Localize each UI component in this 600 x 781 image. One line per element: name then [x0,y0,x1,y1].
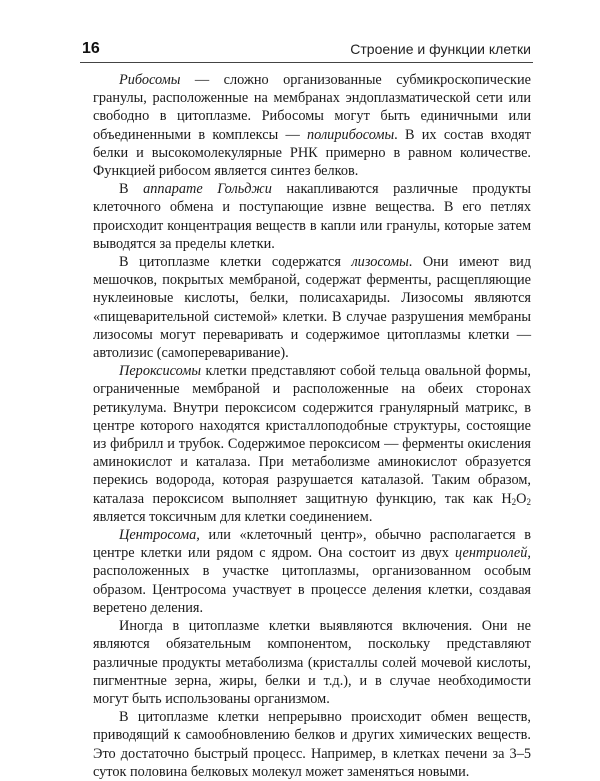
paragraph-text: — сложно организованные субмикроскопические гранулы, расположенные на мембранах эндоплазматической сети или свободно в цитоплазме. Рибосомы могут быть единичными или объединенными в комплексы — [93,72,531,143]
term-polyribosomes: полирибосомы [307,126,395,143]
paragraph-lysosomes [93,253,531,362]
paragraph-centrosome [93,526,531,617]
paragraph-text: . Они имеют вид мешочков, покрытых мембраной, содержат ферменты, расщепляющие нуклеиновые кислоты, белки, полисахариды. Лизосомы являются «пищеварительной системой» клетки. В случае разрушения мембраны лизосомы могут переваривать и содержимое цитоплазмы клетки — автолизис (самопереваривание). [93,254,531,362]
page-header [80,38,533,63]
paragraph-text: В цитоплазме клетки непрерывно происходит обмен веществ, приводящий к самообновлению белков и других химических веществ. Это достаточно быстрый процесс. Например, в клетках печени за 3–5 суток половина белковых молекул может заменяться новыми. [93,709,531,780]
paragraph-text: или «клеточный центр», обычно располагается в центре клетки или рядом с ядром. Она состоит из двух [93,527,531,562]
paragraph-golgi [93,180,531,253]
subscript: 2 [526,496,531,507]
paragraph-text: Иногда в цитоплазме клетки выявляются включения. Они не являются обязательным компонентом, поскольку представляют различные продукты метаболизма (кристаллы солей мочевой кислоты, пигментные зерна, жиры, белки и т.д.), и в случае необходимости могут быть использованы организмом. [93,618,531,707]
paragraph-text: В [119,181,144,198]
term-ribosomes: Рибосомы [119,72,181,88]
paragraph-text: О [516,490,527,507]
term-lysosomes: лизосомы [351,254,409,271]
paragraph-metabolism [93,708,531,781]
term-peroxisomes: Пероксисомы [119,363,202,380]
paragraph-text: накапливаются различные продукты клеточного обмена и поступающие извне вещества. В его петлях происходит концентрация веществ в капли или гранулы, которые затем выводятся за пределы клетки. [93,181,531,252]
paragraph-peroxisomes [93,362,531,526]
running-title: Строение и функции клетки [350,41,531,57]
page-number: 16 [82,40,100,57]
term-centrioles: центриолей [454,545,528,562]
paragraph-text: является токсичным для клетки соединением. [93,508,373,525]
term-golgi: аппарате Гольджи [143,181,272,198]
paragraph-text: . В их состав входят белки и высокомолекулярные РНК примерно в равном количестве. Функцией рибосом является синтез белков. [93,126,531,180]
paragraph-text: В цитоплазме клетки содержатся [119,254,352,271]
body-text [93,71,531,781]
paragraph-inclusions [93,617,531,708]
paragraph-text: , расположенных в участке цитоплазмы, организованном особым образом. Центросома участвует в процессе деления клетки, создавая веретено деления. [93,545,531,616]
subscript: 2 [511,496,517,507]
term-centrosome: Центросома, [119,527,200,544]
paragraph-ribosomes [93,71,531,180]
paragraph-text: клетки представляют собой тельца овальной формы, ограниченные мембраной и расположенные на обеих сторонах ретикулума. Внутри пероксисом содержится гранулярный матрикс, в центре которого находятся кристаллоподобные структуры, состоящие из фибрилл и трубок. Содержимое пероксисом — ферменты окисления аминокислот и каталаза. При метаболизме аминокислот образуется перекись водорода, которая разрушается каталазой. Таким образом, каталаза пероксисом выполняет защитную функцию, так как Н [93,363,531,507]
